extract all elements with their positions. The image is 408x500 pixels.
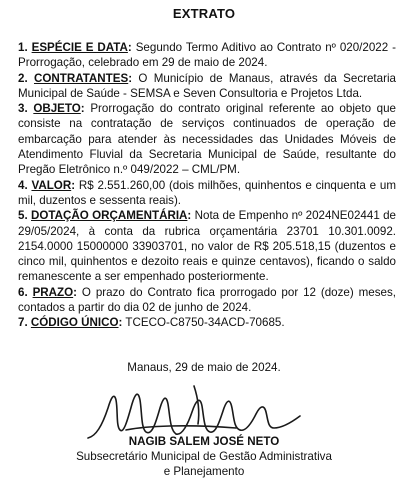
item-separator: : <box>118 316 123 330</box>
item-text: TCECO-C8750-34ACD-70685. <box>122 316 285 330</box>
item-separator: : <box>80 102 85 116</box>
item-number: 3. <box>18 102 28 116</box>
item-number: 7. <box>18 316 28 330</box>
item-number: 4. <box>18 178 28 192</box>
signer-role-line-2: e Planejamento <box>163 465 245 478</box>
item-heading: CONTRATANTES <box>33 71 129 85</box>
item-especie-data <box>18 40 396 71</box>
item-heading: DOTAÇÃO ORÇAMENTÁRIA <box>31 209 188 223</box>
item-separator: : <box>71 178 76 192</box>
item-text: Nota de Empenho nº 2024NE02441 de 29/05/2024, à conta da rubrica orçamentária 23701 10.301.0092. 2154.0000 15000000 33903701, no valor de R$ 205.518,15 (duzentos e cinco mil, quinhentos e dezoito reais e quinze centavos), ficando o saldo remanescente a ser empenhado posteriormente. <box>18 209 396 284</box>
item-separator: : <box>73 285 78 299</box>
item-text: Segundo Termo Aditivo ao Contrato nº 020/2022 - Prorrogação, celebrado em 29 de maio de 2024. <box>18 41 396 70</box>
item-text: O Município de Manaus, através da Secretaria Municipal de Saúde - SEMSA e Seven Consultoria e Projetos Ltda. <box>18 71 396 100</box>
item-heading: CÓDIGO ÚNICO <box>30 316 119 330</box>
item-number: 5. <box>18 209 28 223</box>
place-and-date: Manaus, 29 de maio de 2024. <box>127 361 281 374</box>
item-dotacao-orcamentaria <box>18 208 396 284</box>
item-separator: : <box>187 209 192 223</box>
item-objeto <box>18 101 396 177</box>
item-separator: : <box>128 71 133 85</box>
item-number: 2. <box>18 71 28 85</box>
signer-name: NAGIB SALEM JOSÉ NETO <box>128 435 280 448</box>
document-title: EXTRATO <box>172 6 236 21</box>
item-heading: OBJETO <box>33 102 81 116</box>
item-number: 1. <box>18 41 28 54</box>
item-separator: : <box>127 41 132 54</box>
item-text: Prorrogação do contrato original referente ao objeto que consiste na contratação de serviços continuados de operação de embarcação para atender às necessidades das Unidades Móveis de Atendimento Fluvial da Secretaria Municipal de Saúde, resultante do Pregão Eletrônico n.º 049/2022 – CML/PM. <box>18 102 396 177</box>
item-codigo-unico <box>18 315 396 330</box>
signer-role-line-1: Subsecretário Municipal de Gestão Administrativa <box>76 450 332 463</box>
item-number: 6. <box>18 285 28 299</box>
item-prazo <box>18 285 396 316</box>
item-contratantes <box>18 71 396 102</box>
item-text: O prazo do Contrato fica prorrogado por 12 (doze) meses, contados a partir do dia 02 de junho de 2024. <box>18 285 396 315</box>
item-valor <box>18 178 396 209</box>
item-heading: PRAZO <box>32 285 74 299</box>
item-heading: VALOR <box>31 178 72 192</box>
signer-block <box>0 434 408 479</box>
document-body <box>18 40 396 331</box>
item-heading: ESPÉCIE E DATA <box>31 41 128 54</box>
item-text: R$ 2.551.260,00 (dois milhões, quinhentos e cinquenta e um mil, duzentos e sessenta reais). <box>18 178 396 207</box>
